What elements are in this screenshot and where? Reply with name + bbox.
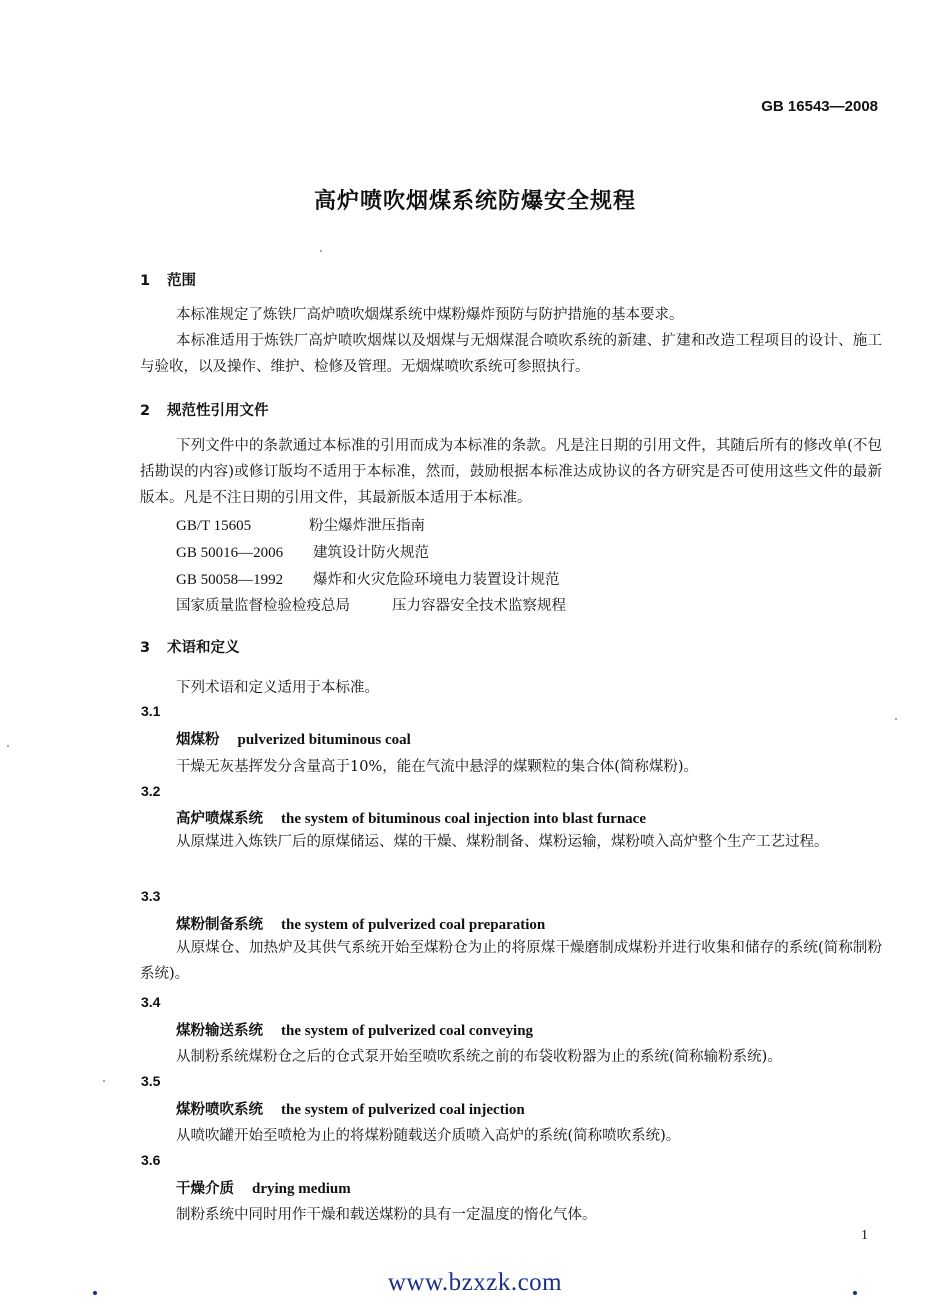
reference-title: 建筑设计防火规范 bbox=[313, 545, 429, 561]
page-number: 1 bbox=[861, 1228, 868, 1243]
reference-code: GB 50058—1992 bbox=[176, 572, 284, 588]
term-en: pulverized bituminous coal bbox=[237, 732, 411, 748]
reference-title: 爆炸和火灾危险环境电力装置设计规范 bbox=[313, 572, 560, 588]
section-3-heading bbox=[140, 636, 240, 657]
term-en: the system of pulverized coal injection bbox=[281, 1102, 525, 1118]
term-definition: 从喷吹罐开始至喷枪为止的将煤粉随载送介质喷入高炉的系统(简称喷吹系统)。 bbox=[176, 1128, 681, 1144]
term-zh: 煤粉输送系统 bbox=[176, 1023, 263, 1039]
reference-code: GB/T 15605 bbox=[176, 518, 252, 534]
term-title bbox=[176, 913, 545, 934]
term-number: 3.2 bbox=[141, 783, 161, 799]
term-en: the system of pulverized coal conveying bbox=[281, 1023, 534, 1039]
term-title bbox=[176, 1177, 351, 1198]
reference-title: 粉尘爆炸泄压指南 bbox=[309, 518, 425, 534]
term-definition: 从原煤仓、加热炉及其供气系统开始至煤粉仓为止的将原煤干燥磨制成煤粉并进行收集和储存的系统(简称制粉系统)。 bbox=[140, 940, 882, 982]
reference-item bbox=[176, 568, 560, 589]
term-zh: 煤粉制备系统 bbox=[176, 917, 263, 933]
reference-title: 压力容器安全技术监察规程 bbox=[392, 598, 566, 614]
section-3-intro: 下列术语和定义适用于本标准。 bbox=[176, 680, 379, 696]
term-number: 3.5 bbox=[141, 1073, 161, 1089]
term-title bbox=[176, 1019, 533, 1040]
scan-speck bbox=[7, 745, 9, 747]
section-1-heading bbox=[140, 269, 196, 290]
reference-item bbox=[176, 594, 566, 615]
document-title: 高炉喷吹烟煤系统防爆安全规程 bbox=[313, 189, 636, 214]
reference-code: 国家质量监督检验检疫总局 bbox=[176, 598, 350, 614]
term-en: the system of bituminous coal injection into blast furnace bbox=[281, 811, 646, 827]
term-zh: 煤粉喷吹系统 bbox=[176, 1102, 263, 1118]
term-title bbox=[176, 1098, 525, 1119]
term-zh: 高炉喷煤系统 bbox=[176, 811, 263, 827]
section-title: 规范性引用文件 bbox=[167, 403, 269, 419]
section-title: 术语和定义 bbox=[167, 640, 240, 656]
term-number: 3.1 bbox=[141, 703, 161, 719]
term-title bbox=[176, 807, 646, 828]
reference-item bbox=[176, 541, 429, 562]
scan-speck bbox=[320, 250, 322, 252]
section-1-paragraph-1: 本标准规定了炼铁厂高炉喷吹烟煤系统中煤粉爆炸预防与防护措施的基本要求。 bbox=[176, 307, 684, 323]
term-title bbox=[176, 728, 411, 749]
term-number: 3.6 bbox=[141, 1152, 161, 1168]
term-definition: 从原煤进入炼铁厂后的原煤储运、煤的干燥、煤粉制备、煤粉运输，煤粉喷入高炉整个生产工艺过程。 bbox=[176, 834, 829, 850]
term-zh: 干燥介质 bbox=[176, 1181, 234, 1197]
term-number: 3.4 bbox=[141, 994, 161, 1010]
reference-code: GB 50016—2006 bbox=[176, 545, 284, 561]
section-number: 1 bbox=[140, 273, 151, 289]
term-definition: 制粉系统中同时用作干燥和载送煤粉的具有一定温度的惰化气体。 bbox=[176, 1207, 597, 1223]
watermark-url[interactable]: www.bzxzk.com bbox=[387, 1269, 563, 1296]
scan-speck bbox=[895, 718, 897, 720]
standard-code: GB 16543—2008 bbox=[761, 98, 878, 115]
reference-item bbox=[176, 514, 425, 535]
section-number: 2 bbox=[140, 403, 151, 419]
scan-speck bbox=[103, 1080, 105, 1082]
section-2-paragraph: 下列文件中的条款通过本标准的引用而成为本标准的条款。凡是注日期的引用文件，其随后所有的修改单(不包括勘误的内容)或修订版均不适用于本标准，然而，鼓励根据本标准达成协议的各方研究是否可使用这些文件的最新版本。凡是不注日期的引用文件，其最新版本适用于本标准。 bbox=[140, 438, 882, 506]
term-en: drying medium bbox=[252, 1181, 351, 1197]
term-definition: 从制粉系统煤粉仓之后的仓式泵开始至喷吹系统之前的布袋收粉器为止的系统(简称输粉系统)。 bbox=[176, 1049, 782, 1065]
term-number: 3.3 bbox=[141, 888, 161, 904]
section-title: 范围 bbox=[167, 273, 196, 289]
decorative-dot bbox=[853, 1291, 857, 1295]
section-number: 3 bbox=[140, 640, 151, 656]
term-definition: 干燥无灰基挥发分含量高于10%，能在气流中悬浮的煤颗粒的集合体(简称煤粉)。 bbox=[176, 759, 699, 775]
term-en: the system of pulverized coal preparation bbox=[281, 917, 546, 933]
section-2-heading bbox=[140, 399, 269, 420]
term-zh: 烟煤粉 bbox=[176, 732, 220, 748]
section-1-paragraph-2: 本标准适用于炼铁厂高炉喷吹烟煤以及烟煤与无烟煤混合喷吹系统的新建、扩建和改造工程项目的设计、施工与验收，以及操作、维护、检修及管理。无烟煤喷吹系统可参照执行。 bbox=[140, 333, 882, 375]
